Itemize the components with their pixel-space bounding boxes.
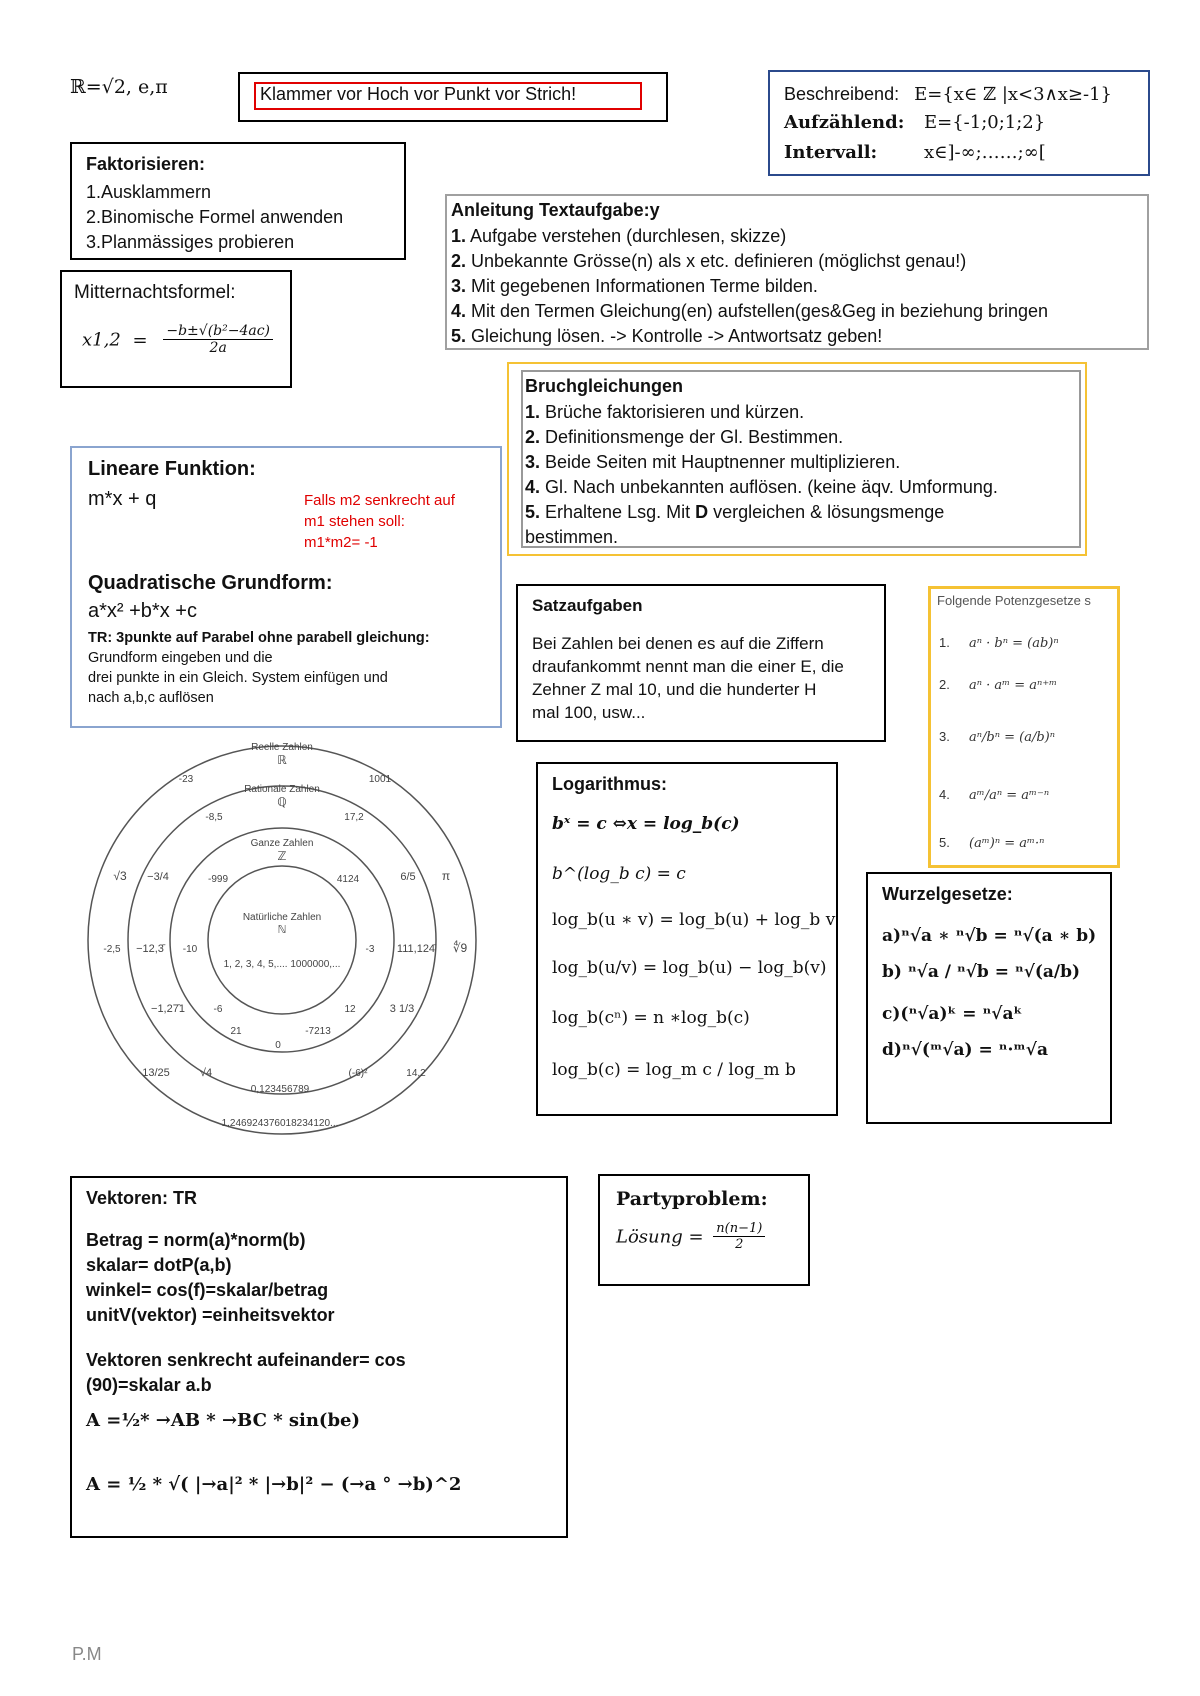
list-item: 3.Planmässiges probieren bbox=[86, 232, 295, 252]
wurzel-rule: d)ⁿ√(ᵐ√a) = ⁿ·ᵐ√a bbox=[882, 1040, 1048, 1060]
satz-text: Bei Zahlen bei denen es auf die Ziffern draufankommt nennt man die einer E, die Zehner Z mal 10, und die hunderter H mal 100, usw... bbox=[532, 634, 844, 722]
example-number: -3 bbox=[365, 944, 375, 955]
wurzel-rule: a)ⁿ√a ∗ ⁿ√b = ⁿ√(a ∗ b) bbox=[882, 926, 1097, 946]
ring-rationals bbox=[128, 786, 436, 1094]
midnight-box bbox=[60, 270, 292, 388]
ring-symbol: ℕ bbox=[277, 924, 287, 936]
example-number: 14,2 bbox=[406, 1068, 426, 1079]
example-number: 1001 bbox=[368, 774, 392, 785]
log-rule: log_b(cⁿ) = n ∗log_b(c) bbox=[552, 1008, 750, 1028]
satz-title: Satzaufgaben bbox=[532, 596, 643, 615]
list-item: 5. Erhaltene Lsg. Mit D vergleichen & lösungsmenge bbox=[525, 502, 945, 522]
factor-title: Faktorisieren: bbox=[86, 154, 206, 174]
satz-box bbox=[516, 584, 886, 742]
example-number: √4 bbox=[199, 1067, 213, 1079]
linear-formula: m*x + q bbox=[88, 488, 157, 510]
example-number: 0 bbox=[275, 1040, 281, 1051]
example-number: 111,124̄ bbox=[396, 943, 436, 955]
list-item: winkel= cos(f)=skalar/betrag bbox=[86, 1280, 329, 1300]
example-number: -6 bbox=[213, 1004, 223, 1015]
ring-title: Reelle Zahlen bbox=[251, 742, 313, 753]
bruch-box bbox=[521, 370, 1081, 548]
example-number: ∜9 bbox=[452, 941, 468, 955]
party-title: Partyproblem: bbox=[616, 1188, 768, 1210]
list-item: 3. Mit gegebenen Informationen Terme bilden. bbox=[451, 276, 818, 296]
midnight-title: Mitternachtsformel: bbox=[74, 282, 236, 303]
log-title: Logarithmus: bbox=[552, 774, 667, 794]
example-number: √3 bbox=[113, 869, 127, 883]
quad-formula: a*x² +b*x +c bbox=[88, 600, 197, 622]
example-number: -10 bbox=[182, 944, 198, 955]
list-item: unitV(vektor) =einheitsvektor bbox=[86, 1305, 335, 1325]
order-rule-text: Klammer vor Hoch vor Punkt vor Strich! bbox=[260, 84, 577, 104]
sets-interval: Intervall: x∈]-∞;……;∞[ bbox=[784, 142, 1046, 163]
example-number: −3/4 bbox=[147, 871, 169, 883]
list-item: 1. Aufgabe verstehen (durchlesen, skizze) bbox=[451, 226, 787, 246]
example-number: -8,5 bbox=[205, 812, 223, 823]
log-rule: log_b(u/v) = log_b(u) − log_b(v) bbox=[552, 958, 827, 978]
textaufgabe-box bbox=[445, 194, 1149, 350]
example-number: 6/5 bbox=[400, 871, 416, 883]
midnight-formula: x1,2 = $\frac{\text{−b±√(b²−4ac)}}{2a}$ bbox=[82, 324, 277, 357]
party-formula: Lösung = $\frac{n(n-1)}{2}$ bbox=[616, 1222, 769, 1253]
list-item: 2. aⁿ · aᵐ = aⁿ⁺ᵐ bbox=[939, 677, 1058, 693]
wurzel-box bbox=[866, 872, 1112, 1124]
vektor-area-1: A =½* →AB * →BC * sin(be) bbox=[86, 1410, 361, 1431]
example-number: -7213 bbox=[305, 1026, 331, 1037]
factor-box bbox=[70, 142, 406, 260]
example-number: −1,27̄1 bbox=[151, 1003, 185, 1015]
example-number: 0,123456789 bbox=[250, 1084, 310, 1095]
order-rule-box bbox=[238, 72, 668, 122]
example-number: 17,2 bbox=[344, 812, 364, 823]
list-item: Betrag = norm(a)*norm(b) bbox=[86, 1230, 306, 1250]
list-item: 5. Gleichung lösen. -> Kontrolle -> Antwortsatz geben! bbox=[451, 326, 883, 346]
ring-title: Rationale Zahlen bbox=[244, 784, 320, 795]
list-item: 4. Mit den Termen Gleichung(en) aufstellen(ges&Geg in beziehung bringen bbox=[451, 301, 1049, 321]
example-number: −12,3̄ bbox=[136, 943, 164, 955]
list-item: 3. Beide Seiten mit Hauptnenner multiplizieren. bbox=[525, 452, 901, 472]
vektor-box bbox=[70, 1176, 568, 1538]
factor-list bbox=[86, 180, 343, 255]
ring-symbol: ℤ bbox=[277, 849, 287, 863]
log-rule: log_b(u ∗ v) = log_b(u) + log_b v bbox=[552, 910, 836, 930]
wurzel-rule: c)(ⁿ√a)ᵏ = ⁿ√aᵏ bbox=[882, 1004, 1023, 1024]
list-item: 2. Definitionsmenge der Gl. Bestimmen. bbox=[525, 427, 844, 447]
bruch-steps bbox=[525, 400, 998, 550]
potenz-box bbox=[928, 586, 1120, 868]
linear-note: Falls m2 senkrecht auf m1 stehen soll: m1*m2= -1 bbox=[304, 492, 455, 551]
list-item: 1. aⁿ · bⁿ = (ab)ⁿ bbox=[939, 635, 1059, 651]
list-item: 4. Gl. Nach unbekannten auflösen. (keine äqv. Umformung. bbox=[525, 477, 998, 497]
list-item: 2.Binomische Formel anwenden bbox=[86, 207, 344, 227]
vektor-commands bbox=[86, 1228, 335, 1328]
list-item: 2. Unbekannte Grösse(n) als x etc. definieren (möglichst genau!) bbox=[451, 251, 967, 271]
list-item: 1.Ausklammern bbox=[86, 182, 212, 202]
log-rule: b^(log_b c) = c bbox=[552, 864, 686, 884]
list-item: skalar= dotP(a,b) bbox=[86, 1255, 232, 1275]
wurzel-title: Wurzelgesetze: bbox=[882, 884, 1013, 904]
ring-naturals bbox=[208, 866, 356, 1014]
example-number: 21 bbox=[230, 1026, 242, 1037]
number-sets-diagram bbox=[82, 740, 502, 1140]
bruch-outer bbox=[507, 362, 1087, 556]
footer-author: P.M bbox=[72, 1644, 102, 1664]
ring-title: Ganze Zahlen bbox=[250, 838, 314, 849]
party-box bbox=[598, 1174, 810, 1286]
ring-symbol: ℚ bbox=[277, 795, 287, 809]
example-number: 12 bbox=[344, 1004, 356, 1015]
quad-title: Quadratische Grundform: bbox=[88, 572, 333, 594]
sets-descriptive: Beschreibend: E={x∈ ℤ |x<3∧x≥-1} bbox=[784, 84, 1112, 105]
linear-title: Lineare Funktion: bbox=[88, 458, 256, 480]
example-number: -23 bbox=[178, 774, 194, 785]
naturals-list: 1, 2, 3, 4, 5,.... 1000000,... bbox=[223, 959, 341, 970]
example-number: π bbox=[441, 869, 451, 883]
list-item: 4. aᵐ/aⁿ = aᵐ⁻ⁿ bbox=[939, 787, 1050, 803]
vektor-perp: Vektoren senkrecht aufeinander= cos (90)=skalar a.b bbox=[86, 1350, 406, 1395]
list-item: 5. (aᵐ)ⁿ = aᵐ·ⁿ bbox=[939, 835, 1045, 851]
list-item: 1. Brüche faktorisieren und kürzen. bbox=[525, 402, 805, 422]
textaufgabe-steps bbox=[451, 224, 1048, 349]
sets-box bbox=[768, 70, 1150, 176]
example-number: 1,246924376018234120... bbox=[221, 1118, 339, 1129]
ring-symbol: ℝ bbox=[277, 753, 287, 767]
quad-tr-note: TR: 3punkte auf Parabel ohne parabell gleichung: Grundform eingeben und die drei punkte in ein Gleich. System einfügen und nach a,b,c auflösen bbox=[88, 630, 430, 706]
log-rule: log_b(c) = log_m c / log_m b bbox=[552, 1060, 796, 1080]
vektor-title: Vektoren: TR bbox=[86, 1188, 198, 1208]
example-number: 4124 bbox=[336, 874, 360, 885]
linear-box bbox=[70, 446, 502, 728]
bruch-title: Bruchgleichungen bbox=[525, 376, 684, 396]
list-item: bestimmen. bbox=[525, 527, 619, 547]
example-number: 13/25 bbox=[142, 1067, 170, 1079]
example-number: 3 1/3 bbox=[389, 1003, 415, 1015]
vektor-area-2: A = ½ * √( |→a|² * |→b|² − (→a ° →b)^2 bbox=[86, 1474, 462, 1495]
ring-title: Natürliche Zahlen bbox=[242, 912, 322, 923]
log-box bbox=[536, 762, 838, 1116]
example-number: -999 bbox=[207, 874, 229, 885]
log-rule: bˣ = c ⇔x = log_b(c) bbox=[552, 814, 740, 834]
wurzel-rule: b) ⁿ√a / ⁿ√b = ⁿ√(a/b) bbox=[882, 962, 1081, 982]
example-number: (-6)² bbox=[348, 1068, 368, 1079]
textaufgabe-title: Anleitung Textaufgabe:y bbox=[451, 200, 660, 220]
example-number: -2,5 bbox=[103, 944, 121, 955]
sets-enumerative: Aufzählend: E={-1;0;1;2} bbox=[784, 112, 1046, 133]
list-item: 3. aⁿ/bⁿ = (a/b)ⁿ bbox=[939, 729, 1056, 745]
potenz-title: Folgende Potenzgesetze s bbox=[937, 593, 1091, 608]
reals-line: ℝ=√2, e,π bbox=[70, 76, 168, 98]
